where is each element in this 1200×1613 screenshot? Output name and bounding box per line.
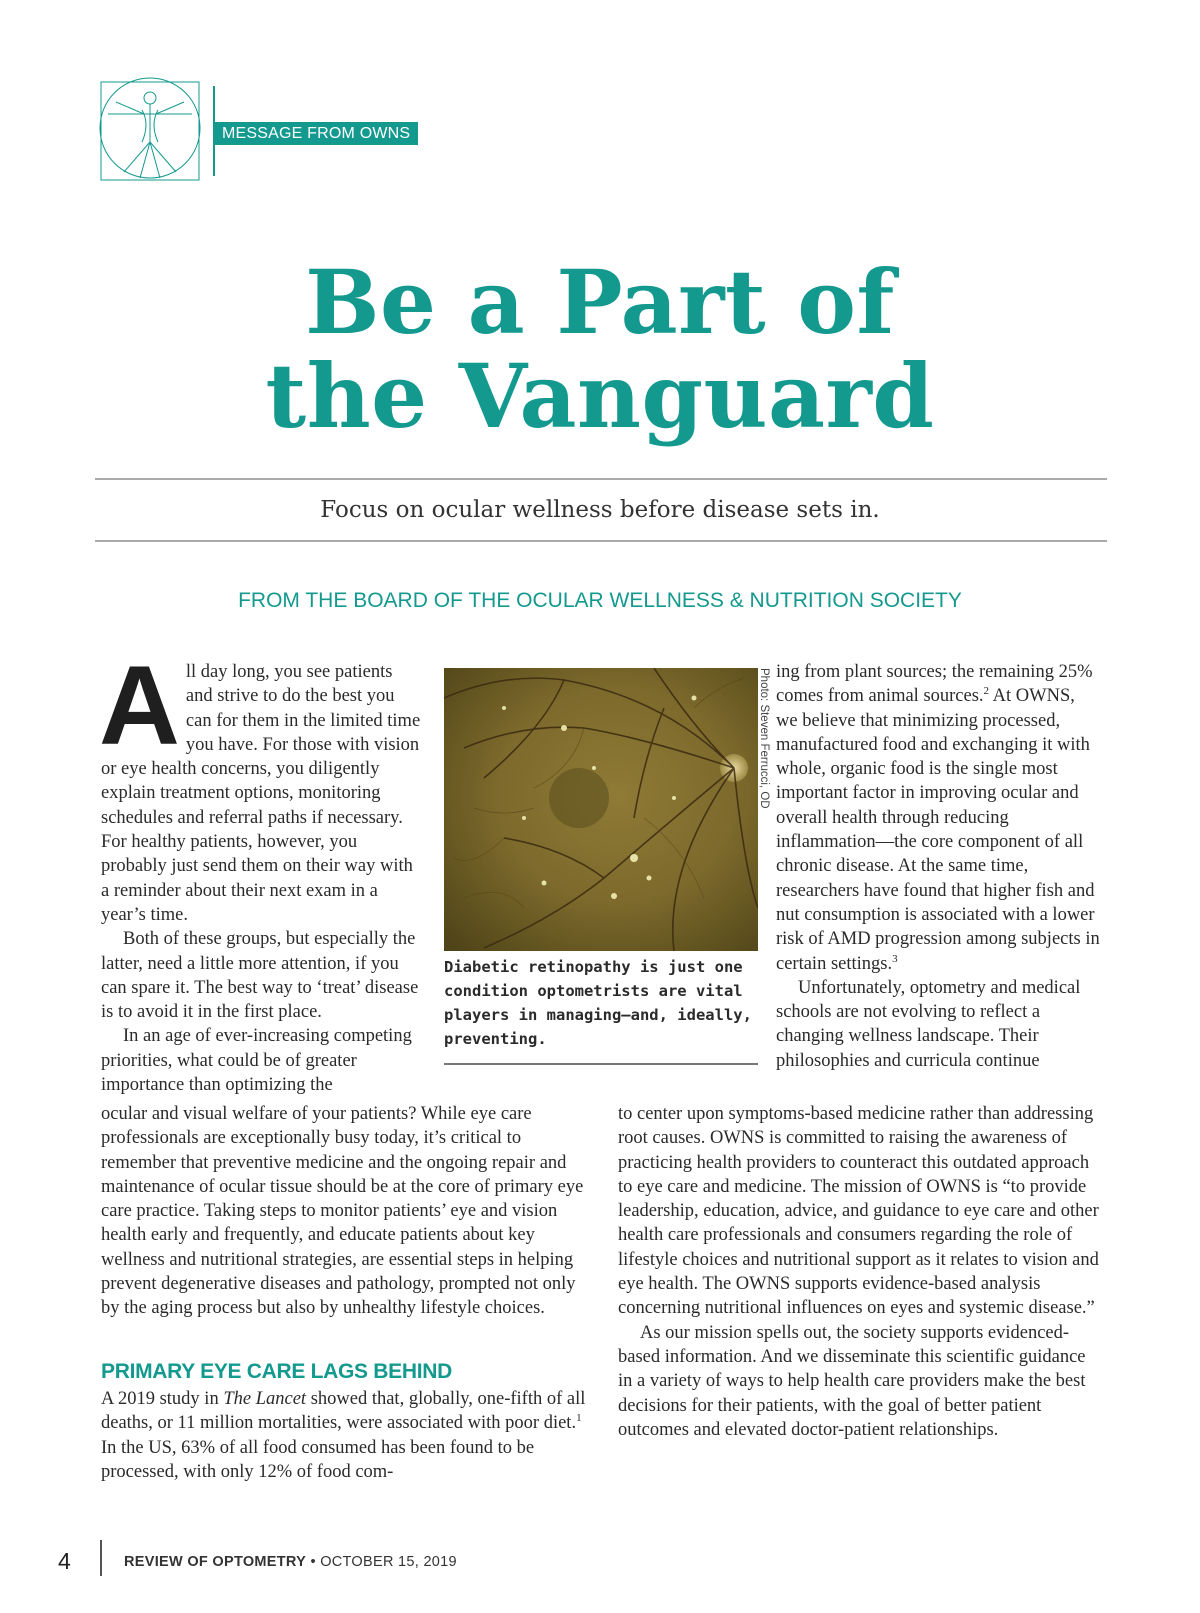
footnote-ref: 1 [576,1412,582,1425]
byline: FROM THE BOARD OF THE OCULAR WELLNESS & NUTRITION SOCIETY [238,589,962,612]
footer-separator: • [306,1554,321,1570]
column-2-paragraph-2-start: Unfortunately, optometry and medical schools are not evolving to reflect a changing wellness landscape. Their philosophies and curricula continue [776,977,1081,1071]
figure-caption: Diabetic retinopathy is just one condition optometrists are vital players in managing—and, ideally, preventing. [444,958,752,1048]
article-column-1-wide [101,1102,586,1321]
article-column-2-wide [618,1102,1103,1442]
subtitle-top-rule [95,478,1107,480]
page-number: 4 [58,1548,71,1574]
article-section-1 [101,1387,586,1484]
column-2-paragraph-2-continued: to center upon symptoms-based medicine rather than addressing root causes. OWNS is committed to raising the awareness of practicing health providers to counteract this outdated approach to eye care and medicine. The mission of OWNS is “to provide leadership, education, advice, and guidance to eye care and other health care professionals and consumers regarding the role of lifestyle choices and nutritional support as it relates to vision and eye health. The OWNS supports evidence-based analysis concerning nutritional influences on eyes and systemic disease.” [618,1104,1099,1319]
footnote-ref: 2 [983,685,990,698]
article-column-1 [99,643,423,1097]
publication-name: REVIEW OF OPTOMETRY [124,1554,307,1570]
intro-text: ll day long, you see patients and strive to do the best you can for them in the limited time you have. For those with vision or eye health concerns, you diligently explain treatment options, monitoring schedules and referral paths if necessary. For healthy patients, however, you probably just send them on their way with a reminder about their next exam in a year’s time. [101,662,421,925]
paragraph-3-start: In an age of ever-increasing competing priorities, what could be of greater importance than optimizing the [101,1026,412,1096]
paragraph-2: Both of these groups, but especially the latter, need a little more attention, if you can spare it. The best way to ‘treat’ disease is to avoid it in the first place. [101,929,419,1023]
retina-photo [444,668,758,951]
paragraph-3-continued: ocular and visual welfare of your patients? While eye care professionals are exceptionally busy today, it’s critical to remember that preventive medicine and the ongoing repair and maintenance of ocular tissue should be at the core of primary eye care practice. Taking steps to monitor patients’ eye and vision health early and frequently, and educate patients about key wellness and nutritional strategies, are essential steps in helping prevent degenerative diseases and pathology, prompted not only by the aging process but also by unhealthy lifestyle choices. [101,1104,584,1319]
footnote-ref: 3 [892,952,898,965]
publication-date: OCTOBER 15, 2019 [320,1554,457,1570]
section-tag: MESSAGE FROM OWNS [214,122,418,145]
photo-credit: Photo: Steven Ferrucci, OD [758,668,770,809]
drop-cap: A [99,643,180,768]
column-2-paragraph-3: As our mission spells out, the society supports evidenced-based information. And we disseminate this scientific guidance in a variety of ways to help health care providers make the best decisions for their patients, with the goal of better patient outcomes and elevated doctor-patient relationships. [618,1322,1086,1440]
title-line-1: Be a Part of [305,250,895,354]
page-title [0,250,1200,448]
column-2-paragraph-1: ing from plant sources; the remaining 25% comes from animal sources.$^2$ At OWNS, we believe that minimizing processed, manufactured food and exchanging it with whole, organic food is the single most important factor in improving ocular and overall health through reducing inflammation—the core component of all chronic disease. At the same time, researchers have found that higher fish and nut consumption is associated with a lower risk of AMD progression among subjects in certain settings.$^3$ [776,662,1100,974]
footer-divider [100,1540,102,1576]
caption-rule [444,1063,758,1065]
title-line-2: the Vanguard [265,344,935,448]
article-column-2 [776,660,1101,1073]
footer-publication-line [124,1554,457,1570]
journal-title: The Lancet [223,1389,307,1409]
subtitle-bottom-rule [95,540,1107,542]
vitruvian-man-logo [98,76,204,184]
intro-paragraph [99,643,423,927]
section-1-paragraph: A 2019 study in The Lancet showed that, globally, one-fifth of all deaths, or 11 million mortalities, were associated with poor diet.$^1$ In the US, 63% of all food consumed has been found to be processed, with only 12% of food com- [101,1389,586,1482]
subtitle: Focus on ocular wellness before disease sets in. [320,497,880,523]
section-heading: PRIMARY EYE CARE LAGS BEHIND [101,1360,452,1383]
